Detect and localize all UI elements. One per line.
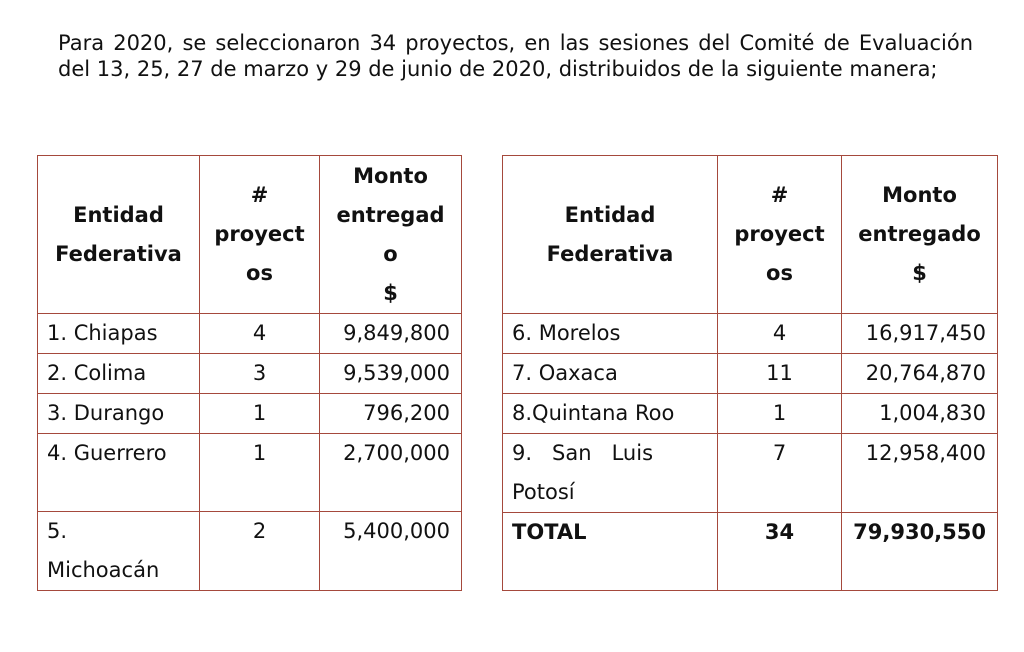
entidad-cell: 3. Durango [38,394,200,434]
header-proyectos-line1: # [770,183,789,207]
header-entidad [38,156,200,314]
header-monto-line3: o [383,241,398,266]
entidad-line1: 5. [47,519,68,543]
header-proyectos [200,156,320,314]
entidad-cell: 8.Quintana Roo [503,394,718,434]
entidad-cell: 1. Chiapas [38,314,200,354]
proyectos-cell: 4 [718,314,842,354]
table-row [38,394,462,434]
table-row [38,434,462,512]
table-row [503,314,998,354]
total-row [503,513,998,591]
entidad-line2: Michoacán [47,558,160,582]
total-label: TOTAL [503,513,718,591]
table-row [38,512,462,591]
header-monto [842,156,998,314]
header-row [38,156,462,314]
entidad-cell: 6. Morelos [503,314,718,354]
header-proyectos-line2: proyect [214,222,305,246]
monto-cell: 20,764,870 [842,354,998,394]
proyectos-cell: 7 [718,434,842,513]
monto-cell: 16,917,450 [842,314,998,354]
entidad-cell [38,512,200,591]
intro-paragraph: Para 2020, se seleccionaron 34 proyectos, en las sesiones del Comité de Evaluación del 13, 25, 27 de marzo y 29 de junio de 2020, distribuidos de la siguiente manera; [58,31,973,81]
entidad-line2: Potosí [512,480,575,504]
entidad-line1: 9. San Luis [512,441,654,465]
header-monto [320,156,462,314]
entidad-cell: 4. Guerrero [38,434,200,512]
table-row [503,434,998,513]
header-proyectos-line2: proyect [734,222,825,246]
monto-cell: 1,004,830 [842,394,998,434]
header-proyectos-line3: os [766,261,793,285]
header-entidad-line2: Federativa [546,241,674,266]
right-table [502,155,998,591]
table-row [503,354,998,394]
header-monto-line2: entregado [858,222,981,246]
header-entidad-line1: Entidad [73,202,164,227]
header-monto-line1: Monto [882,183,957,207]
proyectos-cell: 3 [200,354,320,394]
monto-cell: 5,400,000 [320,512,462,591]
entidad-cell: 2. Colima [38,354,200,394]
header-monto-line4: $ [383,280,398,305]
left-table [37,155,462,591]
table-row [503,394,998,434]
proyectos-cell: 11 [718,354,842,394]
monto-cell: 9,539,000 [320,354,462,394]
monto-cell: 12,958,400 [842,434,998,513]
proyectos-cell: 1 [718,394,842,434]
header-monto-line3: $ [912,261,927,285]
header-entidad [503,156,718,314]
total-proyectos: 34 [718,513,842,591]
table-row [38,314,462,354]
proyectos-cell: 1 [200,394,320,434]
table-row [38,354,462,394]
entidad-cell: 7. Oaxaca [503,354,718,394]
header-entidad-line2: Federativa [55,241,182,266]
monto-cell: 796,200 [320,394,462,434]
entidad-cell [503,434,718,513]
total-monto: 79,930,550 [842,513,998,591]
header-proyectos-line3: os [246,261,273,285]
header-row [503,156,998,314]
header-proyectos-line1: # [250,183,269,207]
header-monto-line1: Monto [353,163,428,188]
monto-cell: 2,700,000 [320,434,462,512]
proyectos-cell: 1 [200,434,320,512]
header-entidad-line1: Entidad [564,202,656,227]
header-monto-line2: entregad [336,202,445,227]
monto-cell: 9,849,800 [320,314,462,354]
proyectos-cell: 4 [200,314,320,354]
header-proyectos [718,156,842,314]
proyectos-cell: 2 [200,512,320,591]
